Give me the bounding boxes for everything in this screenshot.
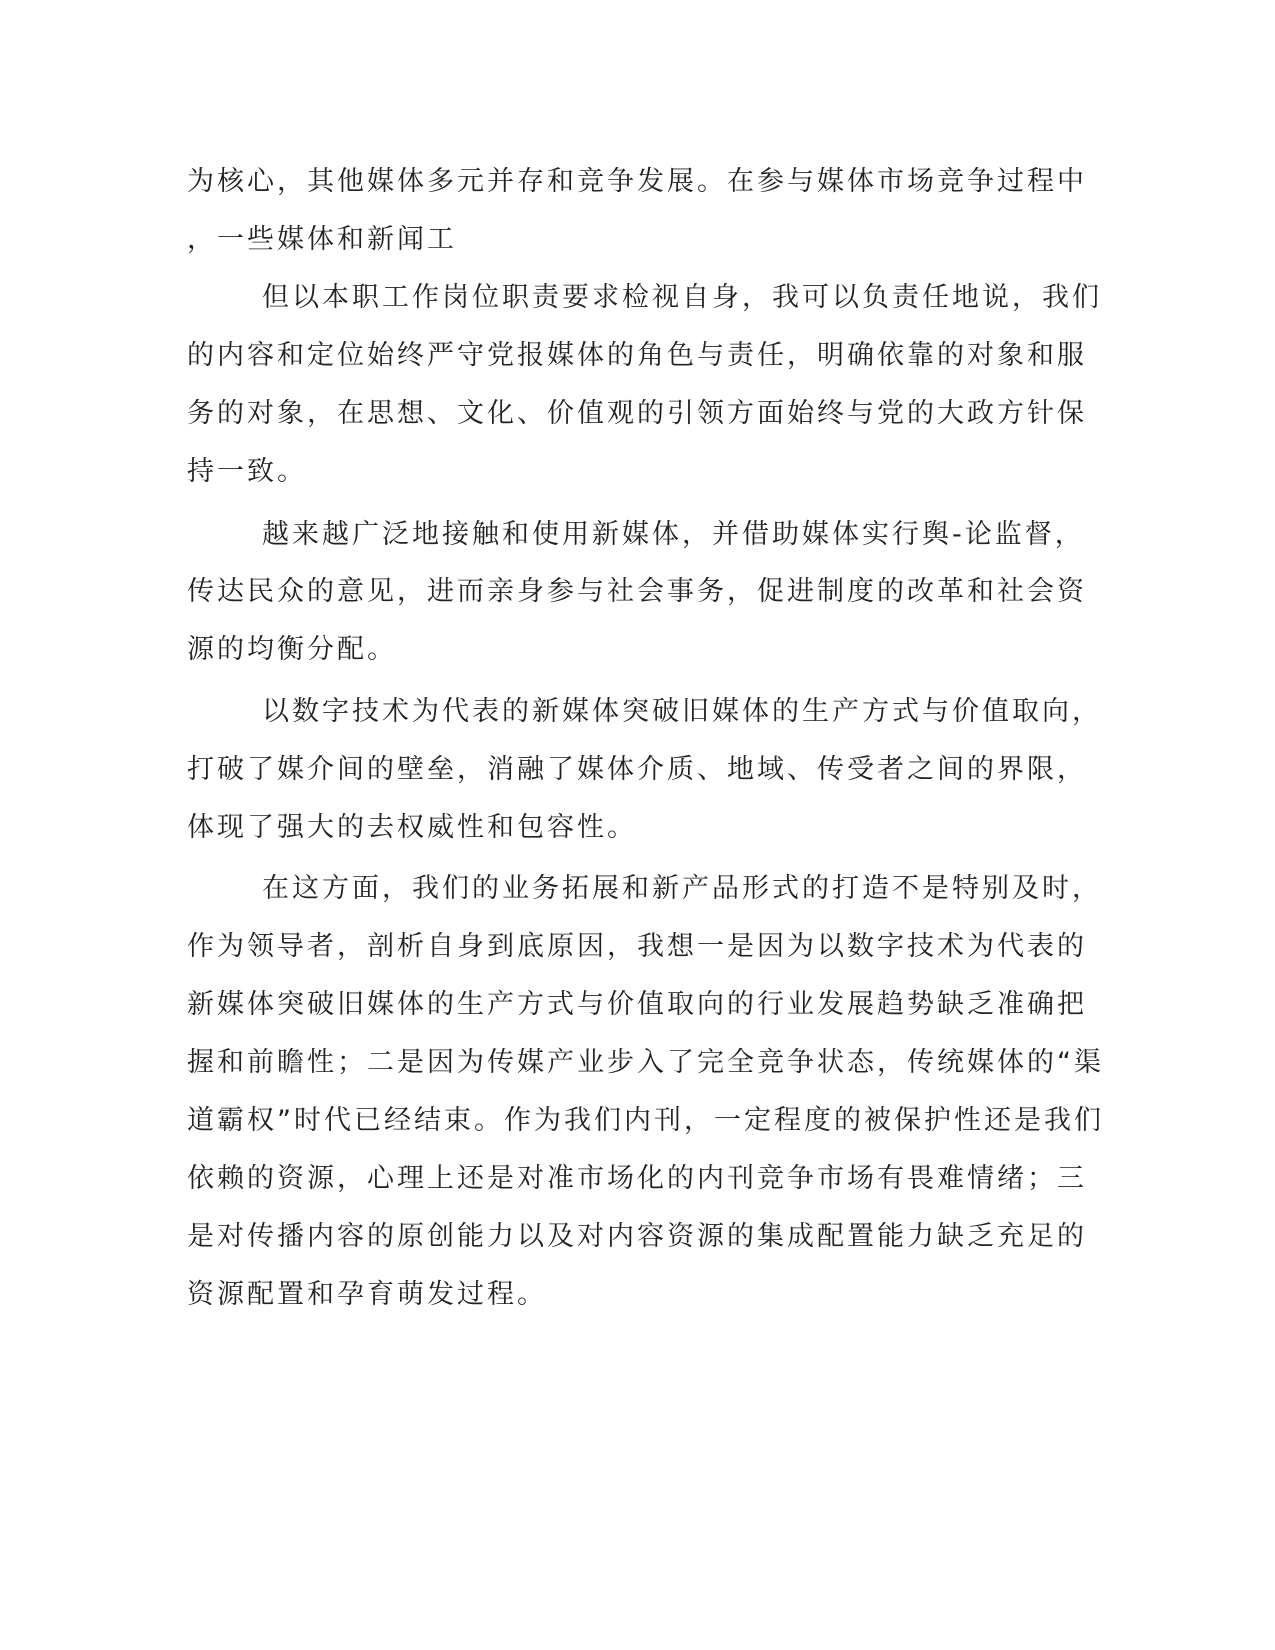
paragraph-3-line-3: 源的均衡分配。	[187, 634, 397, 665]
paragraph-5-line-6: 依赖的资源，心理上还是对准市场化的内刊竞争市场有畏难情绪；三	[187, 1163, 1087, 1194]
paragraph-5-line-4: 握和前瞻性；二是因为传媒产业步入了完全竞争状态，传统媒体的“渠	[187, 1047, 1104, 1078]
paragraph-5-line-5: 道霸权”时代已经结束。作为我们内刊，一定程度的被保护性还是我们	[187, 1105, 1104, 1136]
paragraph-2-line-4: 持一致。	[187, 456, 307, 487]
paragraph-4-line-2: 打破了媒介间的壁垒，消融了媒体介质、地域、传受者之间的界限，	[187, 754, 1087, 785]
paragraph-5-line-8: 资源配置和孕育萌发过程。	[187, 1279, 547, 1310]
paragraph-3-line-2: 传达民众的意见，进而亲身参与社会事务，促进制度的改革和社会资	[187, 576, 1087, 607]
paragraph-4-line-1: 以数字技术为代表的新媒体突破旧媒体的生产方式与价值取向，	[262, 696, 1102, 727]
paragraph-5-line-2: 作为领导者，剖析自身到底原因，我想一是因为以数字技术为代表的	[187, 931, 1087, 962]
paragraph-2-line-1: 但以本职工作岗位职责要求检视自身，我可以负责任地说，我们	[262, 282, 1102, 313]
paragraph-2-line-2: 的内容和定位始终严守党报媒体的角色与责任，明确依靠的对象和服	[187, 340, 1087, 371]
paragraph-2-line-3: 务的对象，在思想、文化、价值观的引领方面始终与党的大政方针保	[187, 398, 1087, 429]
paragraph-5-line-3: 新媒体突破旧媒体的生产方式与价值取向的行业发展趋势缺乏准确把	[187, 989, 1087, 1020]
paragraph-5-line-1: 在这方面，我们的业务拓展和新产品形式的打造不是特别及时，	[262, 873, 1102, 904]
paragraph-1-line-2: ，一些媒体和新闻工	[187, 224, 457, 255]
paragraph-1-line-1: 为核心，其他媒体多元并存和竞争发展。在参与媒体市场竞争过程中	[187, 166, 1087, 197]
paragraph-4-line-3: 体现了强大的去权威性和包容性。	[187, 812, 637, 843]
paragraph-5-line-7: 是对传播内容的原创能力以及对内容资源的集成配置能力缺乏充足的	[187, 1221, 1087, 1252]
paragraph-3-line-1: 越来越广泛地接触和使用新媒体，并借助媒体实行舆-论监督，	[262, 519, 1085, 550]
